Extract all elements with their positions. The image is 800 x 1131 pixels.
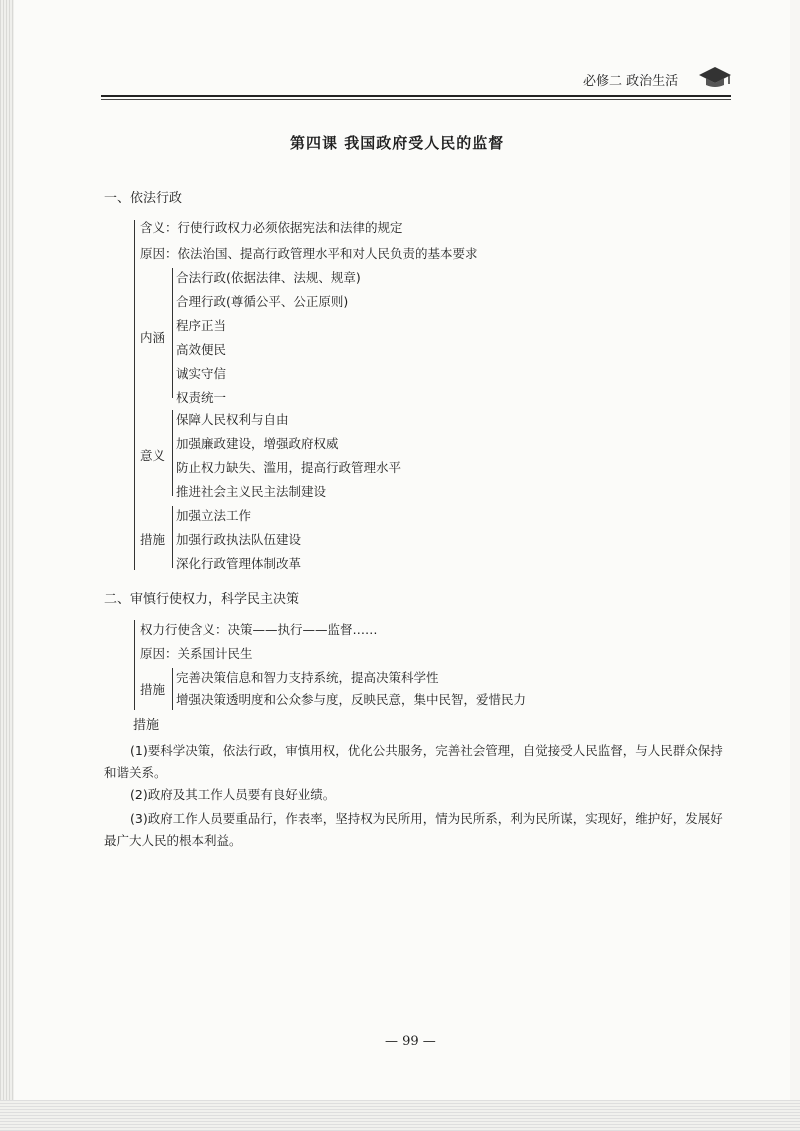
header-rule-thin xyxy=(101,99,731,100)
page xyxy=(14,0,790,1100)
section1-heading: 一、依法行政 xyxy=(104,191,183,206)
section2-cuoshi-brace xyxy=(172,668,173,710)
neihan-item: 高效便民 xyxy=(176,342,227,357)
cuoshi-item: 深化行政管理体制改革 xyxy=(176,556,302,571)
yiyi-item: 加强廉政建设，增强政府权威 xyxy=(176,436,339,451)
measure-paragraph: (1)要科学决策，依法行政，审慎用权，优化公共服务，完善社会管理，自觉接受人民监督，与人民群众保持和谐关系。 xyxy=(104,743,723,780)
section2-heading: 二、审慎行使权力，科学民主决策 xyxy=(104,592,300,607)
section1-reason: 原因：依法治国、提高行政管理水平和对人民负责的基本要求 xyxy=(140,246,478,261)
measure-paragraph: (3)政府工作人员要重品行，作表率，坚持权为民所用，情为民所系，利为民所谋，实现好，维护好，发展好最广大人民的根本利益。 xyxy=(104,811,723,848)
cuoshi-brace xyxy=(172,506,173,568)
neihan-brace xyxy=(172,268,173,398)
yiyi-item: 保障人民权利与自由 xyxy=(176,412,289,427)
cuoshi-item: 加强立法工作 xyxy=(176,508,252,523)
section2-cuoshi-item: 完善决策信息和智力支持系统，提高决策科学性 xyxy=(176,670,439,685)
cuoshi-item: 加强行政执法队伍建设 xyxy=(176,532,302,547)
graduation-cap-icon xyxy=(697,64,733,90)
page-title: 第四课 我国政府受人民的监督 xyxy=(290,134,505,152)
cuoshi-label: 措施 xyxy=(140,532,166,547)
measure-paragraph: (2)政府及其工作人员要有良好业绩。 xyxy=(130,787,336,802)
section1-meaning: 含义：行使行政权力必须依据宪法和法律的规定 xyxy=(140,220,403,235)
course-label: 必修二 政治生活 xyxy=(583,74,679,89)
yiyi-brace xyxy=(172,410,173,496)
section2-cuoshi-item: 增强决策透明度和公众参与度，反映民意，集中民智，爱惜民力 xyxy=(176,692,527,707)
header-rule xyxy=(101,95,731,97)
neihan-item: 程序正当 xyxy=(176,318,227,333)
section2-cuoshi-label: 措施 xyxy=(140,682,166,697)
neihan-label: 内涵 xyxy=(140,330,166,345)
page-number: — 99 — xyxy=(385,1034,436,1049)
section1-brace xyxy=(134,220,135,570)
section2-brace xyxy=(134,620,135,710)
measures-heading: 措施 xyxy=(133,718,160,733)
yiyi-item: 推进社会主义民主法制建设 xyxy=(176,484,327,499)
section2-reason: 原因：关系国计民生 xyxy=(140,646,253,661)
neihan-item: 诚实守信 xyxy=(176,366,227,381)
neihan-item: 合法行政(依据法律、法规、规章) xyxy=(176,270,361,285)
scan-bottom-edge xyxy=(0,1100,800,1131)
neihan-item: 合理行政(尊循公平、公正原则) xyxy=(176,294,349,309)
yiyi-label: 意义 xyxy=(140,448,166,463)
yiyi-item: 防止权力缺失、滥用，提高行政管理水平 xyxy=(176,460,402,475)
neihan-item: 权责统一 xyxy=(176,390,227,405)
section2-meaning: 权力行使含义：决策——执行——监督…… xyxy=(140,622,378,637)
